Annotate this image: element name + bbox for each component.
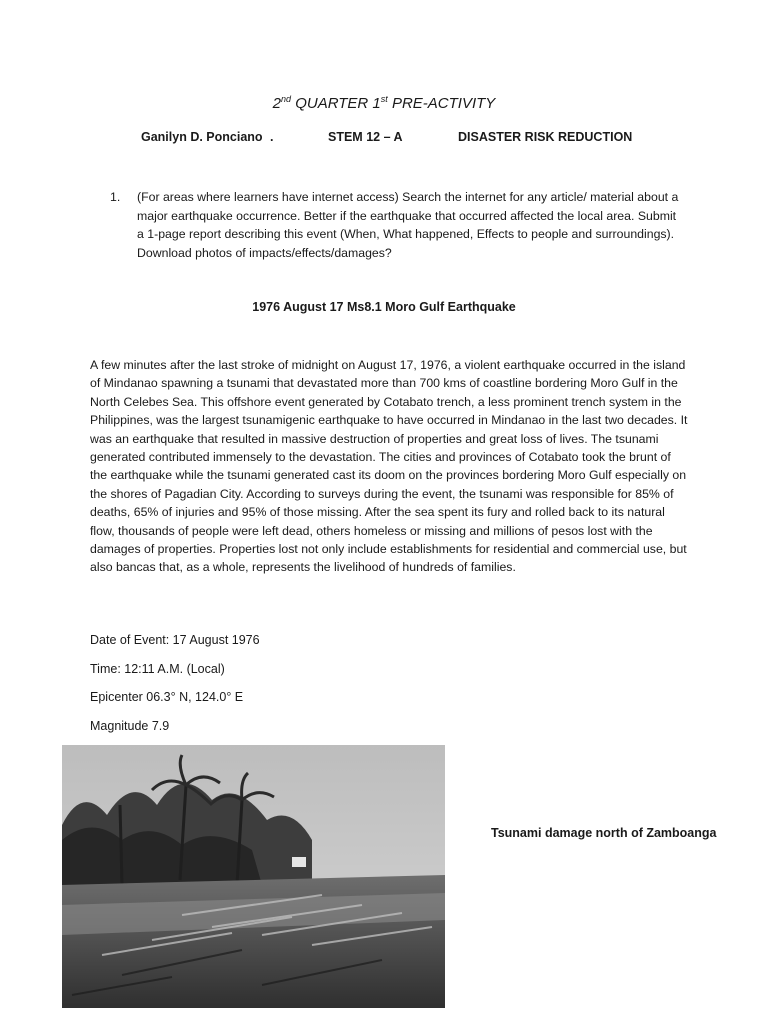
title-mid: QUARTER 1 [291, 95, 381, 112]
tsunami-damage-photo [62, 745, 445, 1008]
page-title [0, 94, 768, 112]
title-sup2: st [380, 94, 388, 104]
photo-caption: Tsunami damage north of Zamboanga [491, 826, 717, 840]
student-info-row [0, 130, 768, 148]
task-item [110, 188, 685, 262]
fact-epicenter: Epicenter 06.3° N, 124.0° E [90, 690, 244, 704]
fact-date: Date of Event: 17 August 1976 [90, 633, 260, 647]
student-name: Ganilyn D. Ponciano [141, 130, 263, 144]
title-num1: 2 [272, 95, 282, 112]
task-text: (For areas where learners have internet access) Search the internet for any article/ material about a major earthquake occurrence. Better if the earthquake that occurred affected the local area. Submit a 1-page report describing this event (When, What happened, Effects to people and surroundings). Download photos of impacts/effects/damages? [137, 190, 679, 260]
photo-illustration [62, 745, 445, 1008]
strand-label: STEM 12 – A [328, 130, 403, 144]
fact-magnitude: Magnitude 7.9 [90, 719, 170, 733]
article-body: A few minutes after the last stroke of midnight on August 17, 1976, a violent earthquake occurred in the island of Mindanao spawning a tsunami that devastated more than 700 kms of coastline bordering Moro Gulf in the North Celebes Sea. This offshore event generated by Cotabato trench, a less prominent trench system in the Philippines, was the largest tsunamigenic earthquake to have occurred in Mindanao in the last two decades. It was an earthquake that resulted in massive destruction of properties and great loss of lives. The tsunami generated contributed immensely to the devastation. The cities and provinces of Cotabato took the brunt of the earthquake while the tsunami generated cast its doom on the provinces bordering Moro Gulf especially on the shores of Pagadian City. According to surveys during the event, the tsunami was responsible for 85% of deaths, 65% of injuries and 95% of those missing. After the sea spent its fury and rolled back to its natural flow, thousands of people were left dead, others homeless or missing and millions of pesos lost with the damages of properties. Properties lost not only include establishments for residential and commercial use, but also bancas that, as a whole, represents the livelihood of hundreds of families. [90, 358, 688, 575]
subject-label: DISASTER RISK REDUCTION [458, 130, 633, 144]
title-sup1: nd [281, 94, 292, 104]
task-number: 1. [110, 190, 121, 204]
article-title: 1976 August 17 Ms8.1 Moro Gulf Earthquake [252, 300, 516, 314]
title-end: PRE-ACTIVITY [387, 95, 496, 112]
fact-time: Time: 12:11 A.M. (Local) [90, 662, 225, 676]
name-period: . [270, 130, 274, 144]
